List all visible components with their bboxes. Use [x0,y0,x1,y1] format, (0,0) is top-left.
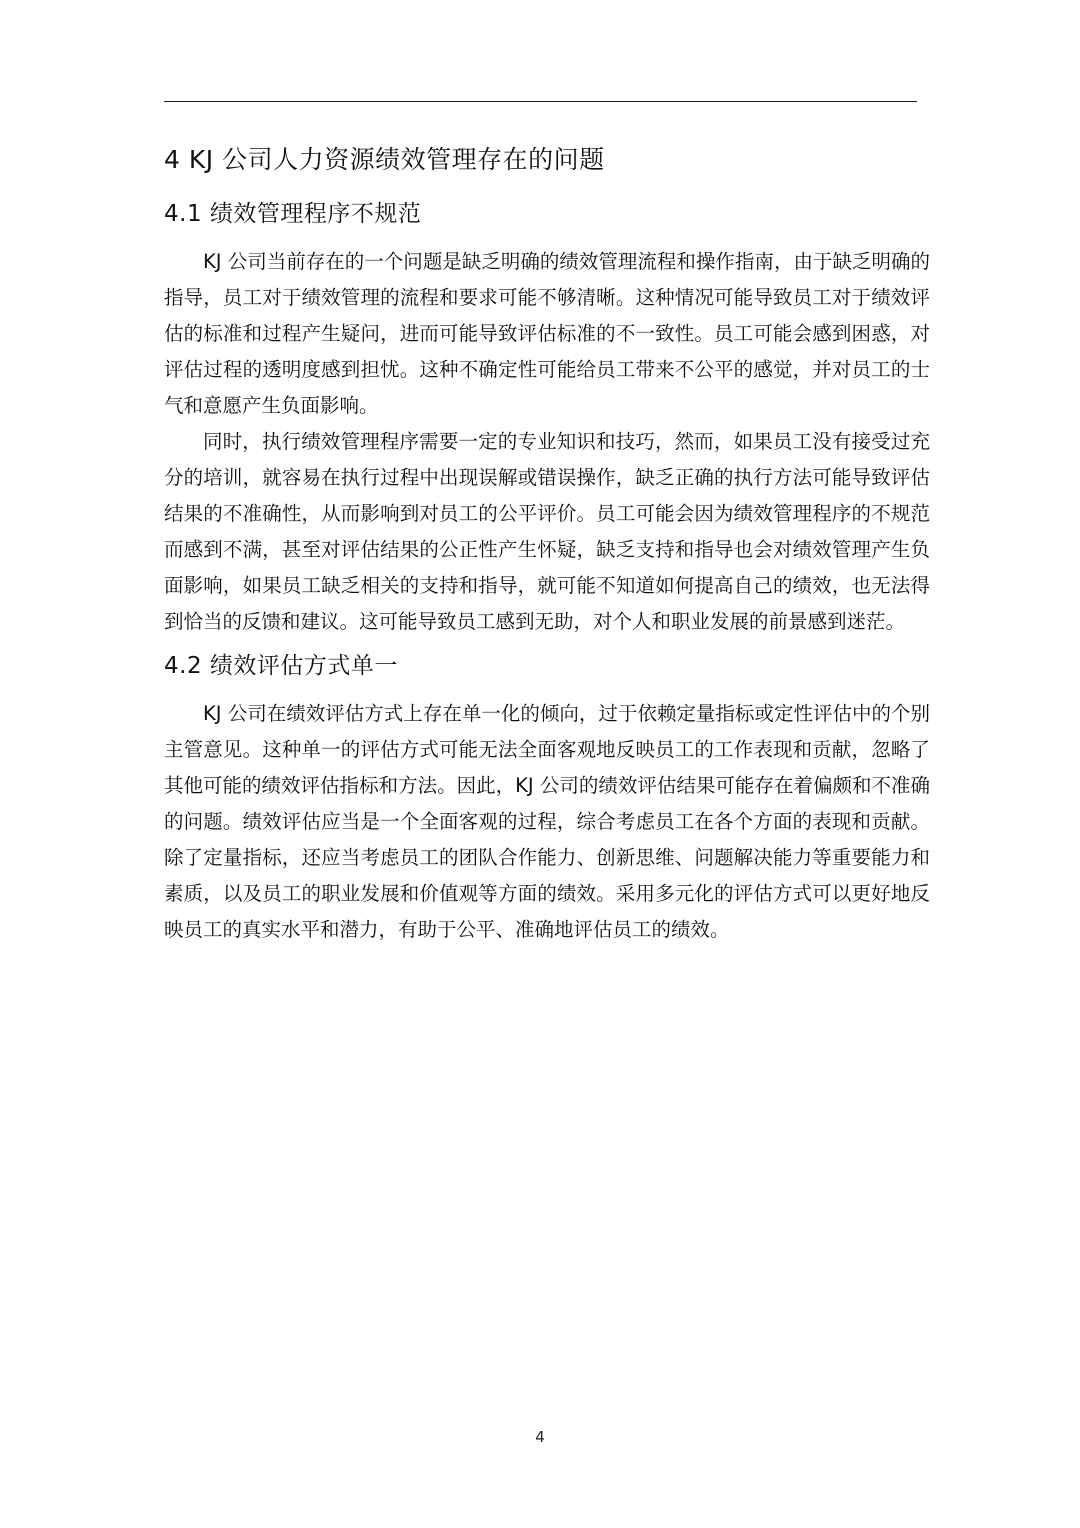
body-paragraph: KJ 公司当前存在的一个问题是缺乏明确的绩效管理流程和操作指南，由于缺乏明确的指导，员工对于绩效管理的流程和要求可能不够清晰。这种情况可能导致员工对于绩效评估的标准和过程产生疑问，进而可能导致评估标准的不一致性。员工可能会感到困惑，对评估过程的透明度感到担忧。这种不确定性可能给员工带来不公平的感觉，并对员工的士气和意愿产生负面影响。 [164,250,930,417]
section-title: 4.2 绩效评估方式单一 [164,653,398,679]
section-4-1 [164,194,930,640]
section-4-2 [164,646,930,948]
page-content [164,140,930,948]
body-paragraph: 同时，执行绩效管理程序需要一定的专业知识和技巧，然而，如果员工没有接受过充分的培训，就容易在执行过程中出现误解或错误操作，缺乏正确的执行方法可能导致评估结果的不准确性，从而影响到对员工的公平评价。员工可能会因为绩效管理程序的不规范而感到不满，甚至对评估结果的公正性产生怀疑，缺乏支持和指导也会对绩效管理产生负面影响，如果员工缺乏相关的支持和指导，就可能不知道如何提高自己的绩效，也无法得到恰当的反馈和建议。这可能导致员工感到无助，对个人和职业发展的前景感到迷茫。 [164,430,930,633]
page-number: 4 [535,1428,545,1446]
body-paragraph: KJ 公司在绩效评估方式上存在单一化的倾向，过于依赖定量指标或定性评估中的个别主管意见。这种单一的评估方式可能无法全面客观地反映员工的工作表现和贡献，忽略了其他可能的绩效评估指标和方法。因此，KJ 公司的绩效评估结果可能存在着偏颇和不准确的问题。绩效评估应当是一个全面客观的过程，综合考虑员工在各个方面的表现和贡献。除了定量指标，还应当考虑员工的团队合作能力、创新思维、问题解决能力等重要能力和素质，以及员工的职业发展和价值观等方面的绩效。采用多元化的评估方式可以更好地反映员工的真实水平和潜力，有助于公平、准确地评估员工的绩效。 [164,702,930,941]
section-title: 4.1 绩效管理程序不规范 [164,201,422,227]
chapter-title: 4 KJ 公司人力资源绩效管理存在的问题 [164,145,605,174]
header-rule [164,101,917,102]
